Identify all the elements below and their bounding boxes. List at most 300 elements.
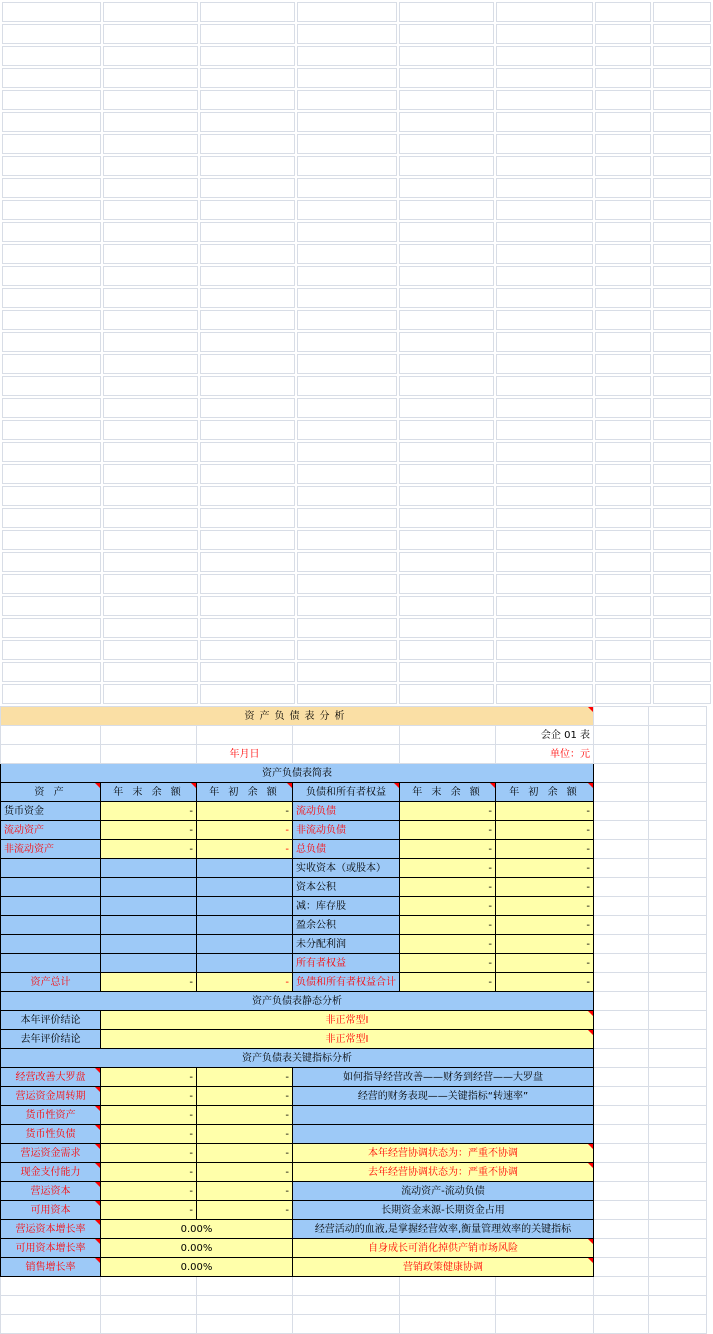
grid-cell[interactable]	[653, 354, 711, 374]
key-indicator-value-prior[interactable]: -	[197, 1201, 293, 1220]
grid-cell[interactable]	[496, 420, 593, 440]
grid-cell[interactable]	[496, 112, 593, 132]
grid-cell[interactable]	[496, 618, 593, 638]
grid-cell[interactable]	[496, 90, 593, 110]
grid-cell[interactable]	[200, 200, 295, 220]
key-indicator-value-current[interactable]: -	[101, 1182, 197, 1201]
empty-cell[interactable]	[649, 1011, 707, 1030]
grid-cell[interactable]	[496, 332, 593, 352]
empty-cell[interactable]	[594, 916, 649, 935]
grid-cell[interactable]	[1, 1277, 101, 1296]
grid-cell[interactable]	[594, 1296, 649, 1315]
grid-cell[interactable]	[653, 90, 711, 110]
liability-label[interactable]: 未分配利润	[293, 935, 400, 954]
grid-cell[interactable]	[496, 266, 593, 286]
grid-cell[interactable]	[400, 1296, 496, 1315]
grid-cell[interactable]	[595, 178, 650, 198]
grid-cell[interactable]	[200, 442, 295, 462]
grid-cell[interactable]	[595, 398, 650, 418]
grid-cell[interactable]	[399, 508, 494, 528]
grid-cell[interactable]	[200, 222, 295, 242]
key-indicator-label[interactable]: 货币性资产	[1, 1106, 101, 1125]
empty-cell[interactable]	[400, 745, 496, 764]
grid-cell[interactable]	[200, 530, 295, 550]
grid-cell[interactable]	[200, 376, 295, 396]
empty-cell[interactable]	[649, 992, 707, 1011]
grid-cell[interactable]	[595, 112, 650, 132]
grid-cell[interactable]	[200, 398, 295, 418]
grid-cell[interactable]	[200, 24, 295, 44]
grid-cell[interactable]	[399, 662, 494, 682]
empty-cell[interactable]	[649, 1049, 707, 1068]
grid-cell[interactable]	[653, 310, 711, 330]
asset-label[interactable]	[1, 897, 101, 916]
asset-begin-balance[interactable]: -	[197, 973, 293, 992]
grid-cell[interactable]	[103, 266, 198, 286]
grid-cell[interactable]	[496, 596, 593, 616]
liability-label[interactable]: 非流动负债	[293, 821, 400, 840]
grid-cell[interactable]	[103, 178, 198, 198]
liability-begin-balance[interactable]: -	[496, 802, 594, 821]
asset-label[interactable]	[1, 859, 101, 878]
empty-cell[interactable]	[594, 1239, 649, 1258]
asset-end-balance[interactable]	[101, 935, 197, 954]
grid-cell[interactable]	[399, 640, 494, 660]
grid-cell[interactable]	[595, 24, 650, 44]
grid-cell[interactable]	[496, 486, 593, 506]
empty-cell[interactable]	[594, 840, 649, 859]
empty-cell[interactable]	[649, 783, 707, 802]
grid-cell[interactable]	[399, 200, 494, 220]
grid-cell[interactable]	[653, 200, 711, 220]
grid-cell[interactable]	[200, 332, 295, 352]
grid-cell[interactable]	[200, 640, 295, 660]
grid-cell[interactable]	[103, 46, 198, 66]
grid-cell[interactable]	[653, 332, 711, 352]
grid-cell[interactable]	[103, 68, 198, 88]
grid-cell[interactable]	[297, 90, 397, 110]
asset-label[interactable]: 非流动资产	[1, 840, 101, 859]
grid-cell[interactable]	[653, 574, 711, 594]
grid-cell[interactable]	[297, 376, 397, 396]
key-indicator-value-current[interactable]: -	[101, 1201, 197, 1220]
key-indicator-label[interactable]: 现金支付能力	[1, 1163, 101, 1182]
empty-cell[interactable]	[594, 878, 649, 897]
empty-cell[interactable]	[649, 821, 707, 840]
grid-cell[interactable]	[2, 200, 101, 220]
empty-cell[interactable]	[594, 1106, 649, 1125]
grid-cell[interactable]	[653, 288, 711, 308]
liability-label[interactable]: 实收资本（或股本）	[293, 859, 400, 878]
empty-cell[interactable]	[594, 783, 649, 802]
empty-cell[interactable]	[293, 745, 400, 764]
liability-end-balance[interactable]: -	[400, 916, 496, 935]
grid-cell[interactable]	[103, 662, 198, 682]
grid-cell[interactable]	[496, 574, 593, 594]
empty-cell[interactable]	[649, 1258, 707, 1277]
grid-cell[interactable]	[2, 574, 101, 594]
grid-cell[interactable]	[496, 288, 593, 308]
empty-cell[interactable]	[649, 1144, 707, 1163]
grid-cell[interactable]	[200, 618, 295, 638]
grid-cell[interactable]	[496, 200, 593, 220]
key-indicator-label[interactable]: 营运资本	[1, 1182, 101, 1201]
grid-cell[interactable]	[653, 134, 711, 154]
grid-cell[interactable]	[399, 332, 494, 352]
asset-begin-balance[interactable]	[197, 897, 293, 916]
grid-cell[interactable]	[297, 552, 397, 572]
grid-cell[interactable]	[653, 508, 711, 528]
grid-cell[interactable]	[297, 24, 397, 44]
grid-cell[interactable]	[197, 1296, 293, 1315]
grid-cell[interactable]	[293, 1277, 400, 1296]
empty-cell[interactable]	[649, 1068, 707, 1087]
asset-begin-balance[interactable]	[197, 878, 293, 897]
asset-label[interactable]	[1, 935, 101, 954]
grid-cell[interactable]	[2, 112, 101, 132]
empty-cell[interactable]	[649, 802, 707, 821]
grid-cell[interactable]	[649, 1296, 707, 1315]
grid-cell[interactable]	[399, 46, 494, 66]
grid-cell[interactable]	[2, 662, 101, 682]
key-indicator-label[interactable]: 可用资本	[1, 1201, 101, 1220]
grid-cell[interactable]	[653, 662, 711, 682]
key-indicator-label[interactable]: 营运资金需求	[1, 1144, 101, 1163]
liability-end-balance[interactable]: -	[400, 973, 496, 992]
grid-cell[interactable]	[200, 288, 295, 308]
grid-cell[interactable]	[399, 288, 494, 308]
grid-cell[interactable]	[297, 2, 397, 22]
empty-cell[interactable]	[594, 1144, 649, 1163]
asset-begin-balance[interactable]	[197, 954, 293, 973]
grid-cell[interactable]	[653, 420, 711, 440]
grid-cell[interactable]	[496, 1277, 594, 1296]
grid-cell[interactable]	[297, 178, 397, 198]
empty-cell[interactable]	[649, 878, 707, 897]
grid-cell[interactable]	[653, 156, 711, 176]
grid-cell[interactable]	[399, 596, 494, 616]
grid-cell[interactable]	[297, 618, 397, 638]
grid-cell[interactable]	[496, 310, 593, 330]
empty-cell[interactable]	[594, 1087, 649, 1106]
grid-cell[interactable]	[297, 640, 397, 660]
grid-cell[interactable]	[653, 178, 711, 198]
grid-cell[interactable]	[496, 1296, 594, 1315]
grid-cell[interactable]	[103, 24, 198, 44]
grid-cell[interactable]	[399, 2, 494, 22]
grid-cell[interactable]	[297, 574, 397, 594]
grid-cell[interactable]	[101, 1296, 197, 1315]
key-indicator-value-prior[interactable]: -	[197, 1182, 293, 1201]
empty-cell[interactable]	[594, 1068, 649, 1087]
key-indicator-value-prior[interactable]: -	[197, 1106, 293, 1125]
grid-cell[interactable]	[595, 618, 650, 638]
key-indicator-value[interactable]: 0.00%	[101, 1220, 293, 1239]
grid-cell[interactable]	[399, 90, 494, 110]
liability-label[interactable]: 流动负债	[293, 802, 400, 821]
grid-cell[interactable]	[595, 68, 650, 88]
grid-cell[interactable]	[197, 1277, 293, 1296]
grid-cell[interactable]	[595, 288, 650, 308]
grid-cell[interactable]	[103, 420, 198, 440]
grid-cell[interactable]	[595, 552, 650, 572]
grid-cell[interactable]	[2, 266, 101, 286]
liability-end-balance[interactable]: -	[400, 897, 496, 916]
grid-cell[interactable]	[595, 464, 650, 484]
grid-cell[interactable]	[653, 618, 711, 638]
grid-cell[interactable]	[399, 684, 494, 704]
grid-cell[interactable]	[399, 68, 494, 88]
grid-cell[interactable]	[200, 486, 295, 506]
grid-cell[interactable]	[103, 552, 198, 572]
grid-cell[interactable]	[200, 464, 295, 484]
liability-label[interactable]: 盈余公积	[293, 916, 400, 935]
grid-cell[interactable]	[200, 46, 295, 66]
grid-cell[interactable]	[399, 398, 494, 418]
static-evaluation-value[interactable]: 非正常型Ⅰ	[101, 1030, 594, 1049]
asset-end-balance[interactable]: -	[101, 821, 197, 840]
grid-cell[interactable]	[2, 90, 101, 110]
grid-cell[interactable]	[399, 266, 494, 286]
grid-cell[interactable]	[200, 552, 295, 572]
grid-cell[interactable]	[399, 442, 494, 462]
grid-cell[interactable]	[2, 464, 101, 484]
grid-cell[interactable]	[653, 24, 711, 44]
grid-cell[interactable]	[496, 640, 593, 660]
grid-cell[interactable]	[653, 376, 711, 396]
grid-cell[interactable]	[595, 46, 650, 66]
asset-begin-balance[interactable]: -	[197, 821, 293, 840]
empty-cell[interactable]	[1, 726, 101, 745]
empty-cell[interactable]	[649, 726, 707, 745]
empty-cell[interactable]	[649, 897, 707, 916]
grid-cell[interactable]	[399, 178, 494, 198]
key-indicator-label[interactable]: 销售增长率	[1, 1258, 101, 1277]
grid-cell[interactable]	[2, 486, 101, 506]
asset-label[interactable]	[1, 916, 101, 935]
grid-cell[interactable]	[595, 2, 650, 22]
grid-cell[interactable]	[297, 530, 397, 550]
grid-cell[interactable]	[200, 310, 295, 330]
grid-cell[interactable]	[200, 574, 295, 594]
empty-cell[interactable]	[594, 859, 649, 878]
grid-cell[interactable]	[297, 266, 397, 286]
empty-cell[interactable]	[594, 973, 649, 992]
key-indicator-value[interactable]: 0.00%	[101, 1258, 293, 1277]
liability-begin-balance[interactable]: -	[496, 878, 594, 897]
empty-cell[interactable]	[649, 1106, 707, 1125]
key-indicator-label[interactable]: 经营改善大罗盘	[1, 1068, 101, 1087]
key-indicator-value-prior[interactable]: -	[197, 1087, 293, 1106]
grid-cell[interactable]	[103, 442, 198, 462]
liability-end-balance[interactable]: -	[400, 859, 496, 878]
grid-cell[interactable]	[297, 134, 397, 154]
grid-cell[interactable]	[496, 24, 593, 44]
liability-label[interactable]: 所有者权益	[293, 954, 400, 973]
grid-cell[interactable]	[2, 442, 101, 462]
grid-cell[interactable]	[2, 24, 101, 44]
grid-cell[interactable]	[103, 684, 198, 704]
grid-cell[interactable]	[595, 486, 650, 506]
empty-cell[interactable]	[594, 802, 649, 821]
grid-cell[interactable]	[1, 1296, 101, 1315]
empty-cell[interactable]	[594, 954, 649, 973]
asset-begin-balance[interactable]	[197, 935, 293, 954]
grid-cell[interactable]	[595, 266, 650, 286]
grid-cell[interactable]	[297, 68, 397, 88]
grid-cell[interactable]	[103, 244, 198, 264]
grid-cell[interactable]	[653, 442, 711, 462]
grid-cell[interactable]	[103, 618, 198, 638]
grid-cell[interactable]	[399, 156, 494, 176]
grid-cell[interactable]	[2, 376, 101, 396]
grid-cell[interactable]	[2, 288, 101, 308]
empty-cell[interactable]	[649, 745, 707, 764]
grid-cell[interactable]	[103, 156, 198, 176]
grid-cell[interactable]	[399, 530, 494, 550]
grid-cell[interactable]	[399, 464, 494, 484]
key-indicator-value-current[interactable]: -	[101, 1087, 197, 1106]
grid-cell[interactable]	[649, 1315, 707, 1334]
grid-cell[interactable]	[103, 376, 198, 396]
grid-cell[interactable]	[653, 464, 711, 484]
grid-cell[interactable]	[103, 640, 198, 660]
grid-cell[interactable]	[399, 376, 494, 396]
key-indicator-label[interactable]: 营运资本增长率	[1, 1220, 101, 1239]
grid-cell[interactable]	[297, 508, 397, 528]
asset-label[interactable]	[1, 878, 101, 897]
empty-cell[interactable]	[594, 1030, 649, 1049]
grid-cell[interactable]	[653, 222, 711, 242]
key-indicator-value-current[interactable]: -	[101, 1068, 197, 1087]
grid-cell[interactable]	[2, 640, 101, 660]
grid-cell[interactable]	[297, 596, 397, 616]
grid-cell[interactable]	[653, 112, 711, 132]
grid-cell[interactable]	[103, 464, 198, 484]
liability-begin-balance[interactable]: -	[496, 973, 594, 992]
empty-cell[interactable]	[594, 992, 649, 1011]
key-indicator-value-current[interactable]: -	[101, 1144, 197, 1163]
empty-cell[interactable]	[649, 1182, 707, 1201]
liability-begin-balance[interactable]: -	[496, 859, 594, 878]
liability-begin-balance[interactable]: -	[496, 821, 594, 840]
grid-cell[interactable]	[399, 420, 494, 440]
grid-cell[interactable]	[595, 134, 650, 154]
grid-cell[interactable]	[2, 134, 101, 154]
empty-cell[interactable]	[594, 1163, 649, 1182]
key-indicator-label[interactable]: 可用资本增长率	[1, 1239, 101, 1258]
grid-cell[interactable]	[293, 1296, 400, 1315]
liability-end-balance[interactable]: -	[400, 802, 496, 821]
grid-cell[interactable]	[101, 1277, 197, 1296]
grid-cell[interactable]	[496, 684, 593, 704]
grid-cell[interactable]	[653, 244, 711, 264]
grid-cell[interactable]	[594, 1277, 649, 1296]
asset-label[interactable]: 货币资金	[1, 802, 101, 821]
grid-cell[interactable]	[649, 1277, 707, 1296]
liability-begin-balance[interactable]: -	[496, 935, 594, 954]
empty-cell[interactable]	[594, 1182, 649, 1201]
liability-label[interactable]: 资本公积	[293, 878, 400, 897]
grid-cell[interactable]	[200, 684, 295, 704]
grid-cell[interactable]	[297, 662, 397, 682]
empty-cell[interactable]	[594, 1220, 649, 1239]
empty-cell[interactable]	[649, 1239, 707, 1258]
empty-cell[interactable]	[594, 745, 649, 764]
key-indicator-value-prior[interactable]: -	[197, 1125, 293, 1144]
grid-cell[interactable]	[653, 486, 711, 506]
grid-cell[interactable]	[2, 178, 101, 198]
asset-begin-balance[interactable]: -	[197, 840, 293, 859]
grid-cell[interactable]	[399, 354, 494, 374]
grid-cell[interactable]	[595, 530, 650, 550]
grid-cell[interactable]	[399, 112, 494, 132]
grid-cell[interactable]	[595, 574, 650, 594]
grid-cell[interactable]	[200, 68, 295, 88]
asset-end-balance[interactable]	[101, 897, 197, 916]
grid-cell[interactable]	[399, 310, 494, 330]
static-evaluation-value[interactable]: 非正常型Ⅰ	[101, 1011, 594, 1030]
empty-cell[interactable]	[594, 897, 649, 916]
grid-cell[interactable]	[103, 486, 198, 506]
grid-cell[interactable]	[595, 90, 650, 110]
liability-begin-balance[interactable]: -	[496, 954, 594, 973]
grid-cell[interactable]	[653, 2, 711, 22]
empty-cell[interactable]	[649, 935, 707, 954]
liability-label[interactable]: 减：库存股	[293, 897, 400, 916]
liability-begin-balance[interactable]: -	[496, 840, 594, 859]
grid-cell[interactable]	[496, 552, 593, 572]
grid-cell[interactable]	[200, 508, 295, 528]
grid-cell[interactable]	[2, 354, 101, 374]
grid-cell[interactable]	[653, 684, 711, 704]
grid-cell[interactable]	[653, 530, 711, 550]
empty-cell[interactable]	[594, 1125, 649, 1144]
grid-cell[interactable]	[297, 464, 397, 484]
grid-cell[interactable]	[595, 640, 650, 660]
grid-cell[interactable]	[297, 200, 397, 220]
grid-cell[interactable]	[297, 112, 397, 132]
empty-cell[interactable]	[649, 954, 707, 973]
grid-cell[interactable]	[595, 244, 650, 264]
grid-cell[interactable]	[2, 46, 101, 66]
grid-cell[interactable]	[496, 1315, 594, 1334]
grid-cell[interactable]	[200, 596, 295, 616]
grid-cell[interactable]	[2, 530, 101, 550]
grid-cell[interactable]	[103, 574, 198, 594]
grid-cell[interactable]	[2, 552, 101, 572]
grid-cell[interactable]	[297, 354, 397, 374]
grid-cell[interactable]	[297, 310, 397, 330]
grid-cell[interactable]	[496, 508, 593, 528]
grid-cell[interactable]	[297, 46, 397, 66]
grid-cell[interactable]	[400, 1315, 496, 1334]
grid-cell[interactable]	[496, 156, 593, 176]
grid-cell[interactable]	[103, 398, 198, 418]
grid-cell[interactable]	[399, 134, 494, 154]
empty-cell[interactable]	[594, 1049, 649, 1068]
liability-label[interactable]: 负债和所有者权益合计	[293, 973, 400, 992]
grid-cell[interactable]	[496, 46, 593, 66]
empty-cell[interactable]	[649, 973, 707, 992]
grid-cell[interactable]	[200, 420, 295, 440]
grid-cell[interactable]	[2, 596, 101, 616]
asset-end-balance[interactable]: -	[101, 840, 197, 859]
grid-cell[interactable]	[653, 68, 711, 88]
grid-cell[interactable]	[496, 244, 593, 264]
grid-cell[interactable]	[595, 156, 650, 176]
grid-cell[interactable]	[103, 112, 198, 132]
